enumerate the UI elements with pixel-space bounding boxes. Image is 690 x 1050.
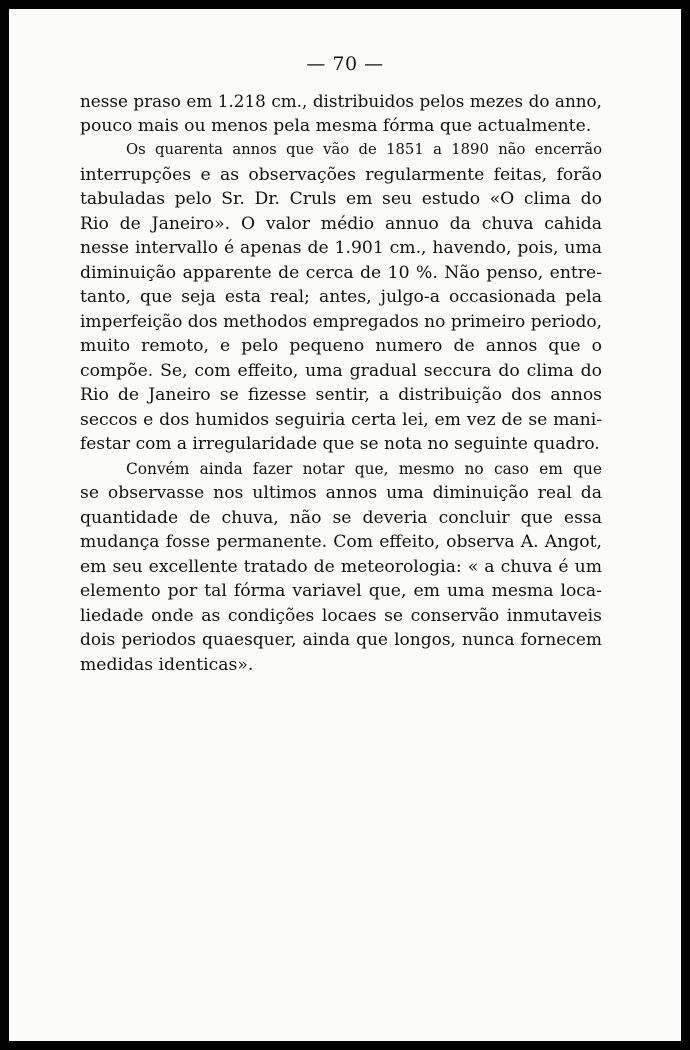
text-line: mudança fosse permanente. Com effeito, observa A. Angot, — [80, 532, 602, 552]
text-line: Convém ainda fazer notar que, mesmo no caso em que — [126, 459, 602, 478]
page-number: — 70 — — [306, 53, 384, 75]
text-line: tabuladas pelo Sr. Dr. Cruls em seu estudo «O clima do — [80, 189, 602, 209]
text-line: Rio de Janeiro». O valor médio annuo da chuva cahida — [80, 213, 602, 234]
text-line: Os quarenta annos que vão de 1851 a 1890 não encerrão — [126, 141, 602, 158]
text-line: medidas identicas». — [80, 654, 254, 675]
text-line: se observasse nos ultimos annos uma diminuição real da — [80, 483, 602, 503]
body-text — [80, 89, 602, 677]
text-line: compõe. Se, com effeito, uma gradual seccura do clima do — [80, 360, 602, 381]
text-line: interrupções e as observações regularmente feitas, forão — [80, 164, 602, 185]
text-line: seccos e dos humidos seguiria certa lei, em vez de se mani- — [80, 409, 602, 430]
text-line: pouco mais ou menos pela mesma fórma que actualmente. — [80, 115, 592, 136]
text-line: imperfeição dos methodos empregados no primeiro periodo, — [80, 311, 602, 332]
text-line: dois periodos quaesquer, ainda que longos, nunca fornecem — [80, 630, 602, 650]
text-line: quantidade de chuva, não se deveria concluir que essa — [80, 507, 602, 528]
text-line: diminuição apparente de cerca de 10 %. Não penso, entre- — [80, 262, 602, 283]
text-line: Rio de Janeiro se fizesse sentir, a distribuição dos annos — [80, 385, 602, 405]
text-line: liedade onde as condições locaes se conservão inmutaveis — [80, 605, 602, 626]
text-line: muito remoto, e pelo pequeno numero de annos que o — [80, 336, 602, 356]
text-line: tanto, que seja esta real; antes, julgo-a occasionada pela — [80, 287, 602, 307]
book-page — [9, 9, 681, 1041]
text-line: festar com a irregularidade que se nota no seguinte quadro. — [80, 434, 600, 454]
text-line: em seu excellente tratado de meteorologia: « a chuva é um — [80, 556, 602, 577]
text-line: nesse intervallo é apenas de 1.901 cm., havendo, pois, uma — [80, 238, 602, 258]
text-line: elemento por tal fórma variavel que, em uma mesma loca- — [80, 581, 602, 601]
text-line: nesse praso em 1.218 cm., distribuidos pelos mezes do anno, — [80, 91, 602, 111]
